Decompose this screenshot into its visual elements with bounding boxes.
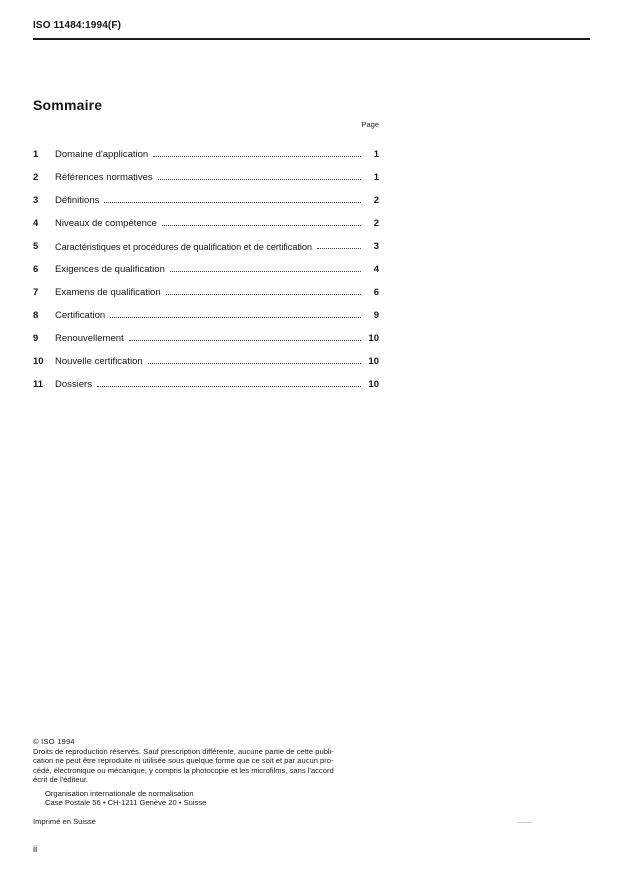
toc-leader-dots: [170, 271, 361, 272]
toc-item-page: 1: [373, 149, 379, 160]
copyright-block: [33, 737, 380, 827]
copyright-line: © ISO 1994: [33, 737, 75, 746]
toc-item-number: 8: [33, 310, 39, 321]
toc-list: [33, 137, 379, 390]
toc-row: [33, 321, 379, 344]
copyright-notice-line: cédé, électronique ou mécanique, y compris la photocopie et les microfilms, sans l'accord: [33, 765, 334, 775]
toc-item-number: 10: [33, 356, 44, 367]
copyright-notice: [33, 747, 380, 784]
toc-row: [33, 275, 379, 298]
page-column-label: Page: [361, 120, 379, 129]
page-folio: ii: [33, 844, 38, 855]
toc-item-number: 5: [33, 241, 39, 252]
toc-leader-dots: [158, 179, 361, 180]
document-reference: ISO 11484:1994(F): [33, 20, 122, 31]
scan-artifact-dash: [518, 822, 532, 823]
toc-item-number: 2: [33, 172, 39, 183]
toc-item-number: 11: [33, 379, 44, 390]
toc-title: Sommaire: [33, 97, 103, 113]
toc-row: [33, 160, 379, 183]
table-of-contents: [33, 97, 379, 390]
toc-item-title: Exigences de qualification: [55, 264, 165, 275]
toc-item-title: Niveaux de compétence: [55, 218, 157, 229]
printed-in-line: Imprimé en Suisse: [33, 817, 96, 827]
toc-item-number: 6: [33, 264, 39, 275]
toc-item-number: 7: [33, 287, 39, 298]
copyright-notice-line: cation ne peut être reproduite ni utilisée sous quelque forme que ce soit et par aucun pro-: [33, 756, 334, 766]
toc-item-page: 2: [373, 218, 379, 229]
toc-item-number: 1: [33, 149, 39, 160]
toc-leader-dots: [162, 225, 361, 226]
toc-item-number: 9: [33, 333, 39, 344]
toc-item-page: 4: [373, 264, 379, 275]
toc-item-number: 3: [33, 195, 39, 206]
toc-row: [33, 344, 379, 367]
toc-leader-dots: [153, 156, 361, 157]
toc-item-page: 10: [368, 333, 379, 344]
toc-row: [33, 229, 379, 252]
toc-leader-dots: [110, 317, 361, 318]
toc-leader-dots: [104, 202, 361, 203]
toc-row: [33, 137, 379, 160]
toc-row: [33, 183, 379, 206]
header-divider: [33, 38, 590, 40]
toc-item-title: Certification: [55, 310, 106, 321]
toc-leader-dots: [317, 248, 361, 249]
toc-item-title: Dossiers: [55, 379, 92, 390]
publisher-block: [45, 789, 380, 807]
toc-item-title: Nouvelle certification: [55, 356, 143, 367]
toc-leader-dots: [129, 340, 361, 341]
toc-item-title: Domaine d'application: [55, 149, 149, 160]
toc-item-title: Définitions: [55, 195, 100, 206]
toc-item-number: 4: [33, 218, 39, 229]
toc-item-page: 2: [373, 195, 379, 206]
toc-leader-dots: [97, 386, 361, 387]
toc-item-title: Références normatives: [55, 172, 153, 183]
toc-item-title: Examens de qualification: [55, 287, 161, 298]
copyright-notice-line: Droits de reproduction réservés. Sauf prescription différente, aucune partie de cette publi-: [33, 747, 334, 757]
toc-row: [33, 367, 379, 390]
toc-item-title: Caractéristiques et procédures de qualification et de certification: [55, 242, 312, 252]
toc-item-page: 10: [368, 356, 379, 367]
toc-item-page: 9: [373, 310, 379, 321]
toc-row: [33, 298, 379, 321]
toc-item-title: Renouvellement: [55, 333, 124, 344]
publisher-organization: Organisation internationale de normalisation: [45, 789, 194, 799]
toc-row: [33, 252, 379, 275]
toc-item-page: 6: [373, 287, 379, 298]
publisher-address: Case Postale 56 • CH-1211 Genève 20 • Suisse: [45, 798, 207, 808]
toc-row: [33, 206, 379, 229]
toc-leader-dots: [166, 294, 361, 295]
toc-item-page: 1: [373, 172, 379, 183]
toc-item-page: 3: [373, 241, 379, 252]
toc-item-page: 10: [368, 379, 379, 390]
copyright-notice-line: écrit de l'éditeur.: [33, 774, 89, 784]
toc-leader-dots: [148, 363, 361, 364]
